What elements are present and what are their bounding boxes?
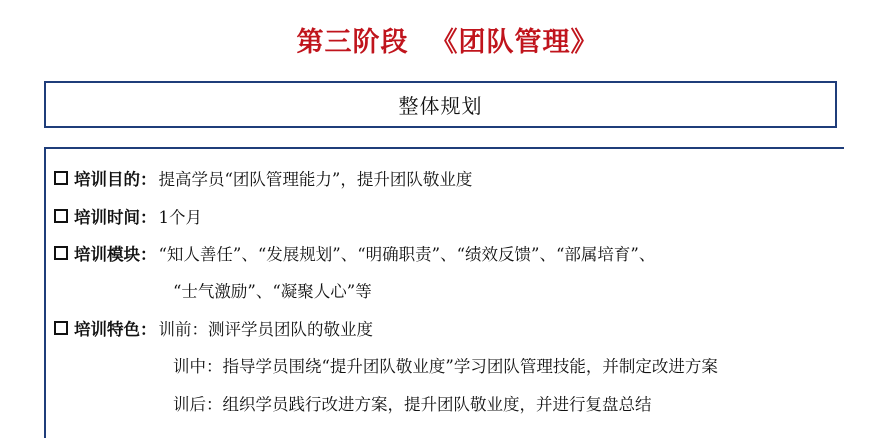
features-label: 培训特色： [74,320,157,339]
features-after: 训后：组织学员践行改进方案，提升团队敬业度，并进行复盘总结 [173,395,652,414]
duration-label: 培训时间： [74,208,157,227]
modules-label: 培训模块： [74,245,157,264]
training-details-panel [44,147,844,438]
duration-row [54,204,202,228]
page-title [0,20,895,59]
plan-heading: 整体规划 [398,94,483,118]
course-name: 《团队管理》 [430,27,599,58]
modules-line-2: “士气激励”、“凝聚人心”等 [173,282,372,301]
plan-heading-box [44,81,837,128]
checkbox-icon [54,321,68,335]
duration-value: 1个月 [158,208,202,227]
features-row [54,316,373,340]
checkbox-icon [54,209,68,223]
checkbox-icon [54,246,68,260]
goal-value: 提高学员“团队管理能力”，提升团队敬业度 [158,170,473,189]
goal-label: 培训目的： [74,170,157,189]
features-during: 训中：指导学员围绕“提升团队敬业度”学习团队管理技能，并制定改进方案 [173,357,718,376]
modules-line-1: “知人善任”、“发展规划”、“明确职责”、“绩效反馈”、“部属培育”、 [158,245,656,264]
features-before: 训前：测评学员团队的敬业度 [158,320,373,339]
modules-row [54,241,655,265]
stage-label: 第三阶段 [296,27,409,58]
goal-row [54,166,472,190]
checkbox-icon [54,171,68,185]
